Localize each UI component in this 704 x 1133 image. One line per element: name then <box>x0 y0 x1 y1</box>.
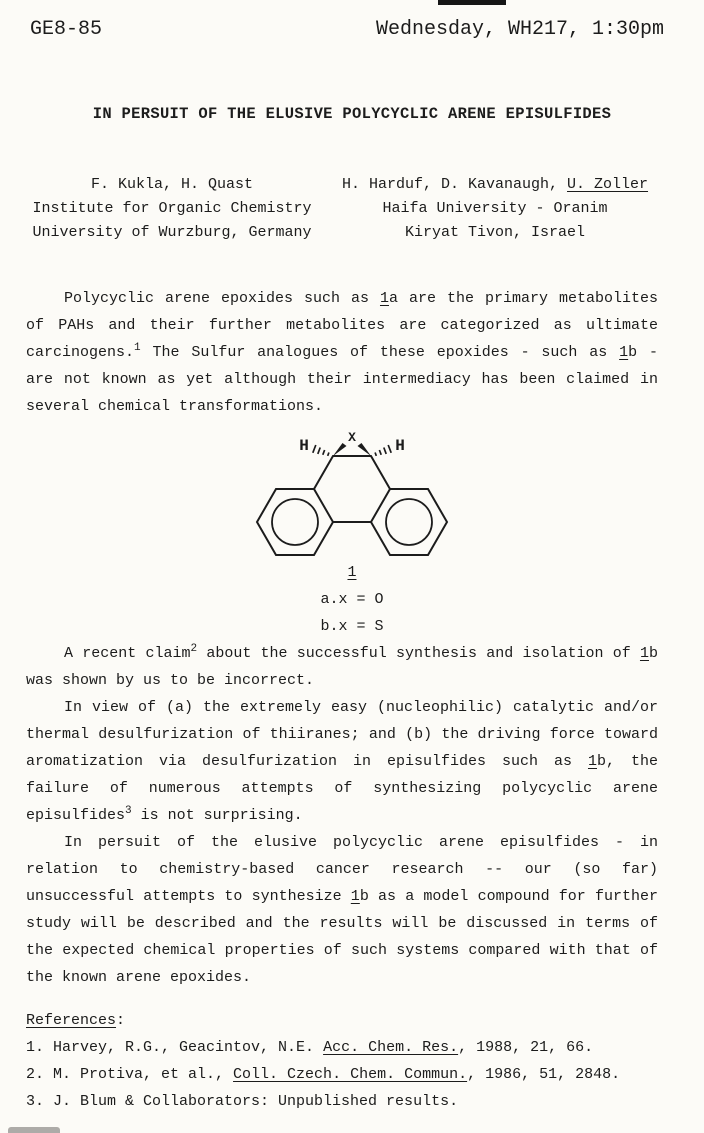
author-section <box>26 173 658 245</box>
h-atom-label-left: H <box>299 437 309 455</box>
text-run: 1 <box>619 344 629 361</box>
text-run: b, the failure of numerous attempts of synthesizing polycyclic arene episulfides <box>26 753 658 824</box>
text-run: 2. M. Protiva, et al., <box>26 1066 234 1083</box>
h-atom-label-right: H <box>395 437 405 455</box>
text-run: b as a model compound for further study will be described and the results will be discussed in terms of the expected chemical properties of such systems compared with that of the known arene epoxides. <box>26 888 658 986</box>
text-run: 3. J. Blum & Collaborators: Unpublished results. <box>26 1093 459 1110</box>
scan-artifact-top-bar <box>438 0 506 5</box>
figure-compound-1 <box>0 422 704 640</box>
wedge-bond-right <box>358 443 372 456</box>
text-run: 1 <box>587 753 597 770</box>
text-run: b was shown by us to be incorrect. <box>26 645 658 689</box>
text-run: 1 <box>379 290 389 307</box>
presenter-name: U. Zoller <box>567 176 649 193</box>
aromatic-circle-right <box>386 499 432 545</box>
author-names-right <box>332 173 658 197</box>
text-run: 2 <box>190 643 198 655</box>
affiliation-left-1: Institute for Organic Chemistry <box>32 200 312 217</box>
references-heading <box>26 1007 658 1034</box>
reference-item-2 <box>26 1061 658 1088</box>
scan-artifact-bottom-smudge <box>8 1127 60 1133</box>
hash-wedge-left <box>313 445 329 456</box>
text-run: 1 <box>134 342 141 354</box>
text-run: References <box>26 1012 117 1029</box>
wedge-bond-left <box>333 443 347 456</box>
paragraph-2 <box>26 640 658 694</box>
figure-number-label: 1 <box>347 564 357 581</box>
reference-item-3 <box>26 1088 658 1115</box>
text-run: The Sulfur analogues of these epoxides - such as <box>140 344 620 361</box>
text-run: : <box>116 1012 126 1029</box>
affiliation-right-1: Haifa University - Oranim <box>382 200 608 217</box>
author-names-right-prefix: H. Harduf, D. Kavanaugh, <box>341 176 568 193</box>
aromatic-circle-left <box>272 499 318 545</box>
text-run: , 1988, 21, 66. <box>458 1039 594 1056</box>
paragraph-4 <box>26 829 658 991</box>
text-run: about the successful synthesis and isolation of <box>197 645 640 662</box>
text-run: In persuit of the elusive polycyclic arene episulfides - in relation to chemistry-based cancer research -- our (so far) unsuccessful attempts to synthesize <box>26 834 658 905</box>
session-code: GE8-85 <box>30 18 103 41</box>
chemical-structure-phenanthrene-episulfide <box>242 422 462 562</box>
text-run: Acc. Chem. Res. <box>323 1039 459 1056</box>
paragraph-1 <box>26 285 658 420</box>
text-run: Polycyclic arene epoxides such as <box>64 290 380 307</box>
references-section <box>26 1007 658 1115</box>
text-run: In view of (a) the extremely easy (nucleophilic) catalytic and/or thermal desulfurization of thiiranes; and (b) the driving force toward aromatization via desulfurization in episulfides such as <box>26 699 658 770</box>
paper-title: IN PERSUIT OF THE ELUSIVE POLYCYCLIC ARENE EPISULFIDES <box>92 105 612 123</box>
hash-wedge-right <box>375 445 391 456</box>
text-run: 1 <box>350 888 360 905</box>
variant-a: a.x = O <box>320 591 384 608</box>
author-block-left <box>26 173 318 245</box>
text-run: is not surprising. <box>131 807 303 824</box>
text-run: a are the primary metabolites of PAHs and their further metabolites are categorized as ultimate carcinogens. <box>26 290 658 361</box>
paragraph-3 <box>26 694 658 829</box>
affiliation-right-2: Kiryat Tivon, Israel <box>404 224 586 241</box>
figure-number <box>0 562 704 584</box>
x-atom-label: X <box>348 430 356 445</box>
text-run: , 1986, 51, 2848. <box>467 1066 621 1083</box>
text-run: 1. Harvey, R.G., Geacintov, N.E. <box>26 1039 324 1056</box>
text-run: 3 <box>125 805 132 817</box>
affiliation-left-2: University of Wurzburg, Germany <box>32 224 312 241</box>
session-schedule: Wednesday, WH217, 1:30pm <box>375 18 664 41</box>
variant-b: b.x = S <box>320 618 384 635</box>
central-ring-bonds <box>314 456 390 522</box>
text-run: A recent claim <box>64 645 191 662</box>
figure-variants <box>320 586 383 640</box>
page-header <box>0 0 704 41</box>
text-run: Coll. Czech. Chem. Commun. <box>233 1066 468 1083</box>
author-block-right <box>332 173 658 245</box>
reference-item-1 <box>26 1034 658 1061</box>
text-run: b - are not known as yet although their intermediacy has been claimed in several chemical transformations. <box>26 344 658 415</box>
text-run: 1 <box>639 645 649 662</box>
author-names-left: F. Kukla, H. Quast <box>90 176 254 193</box>
